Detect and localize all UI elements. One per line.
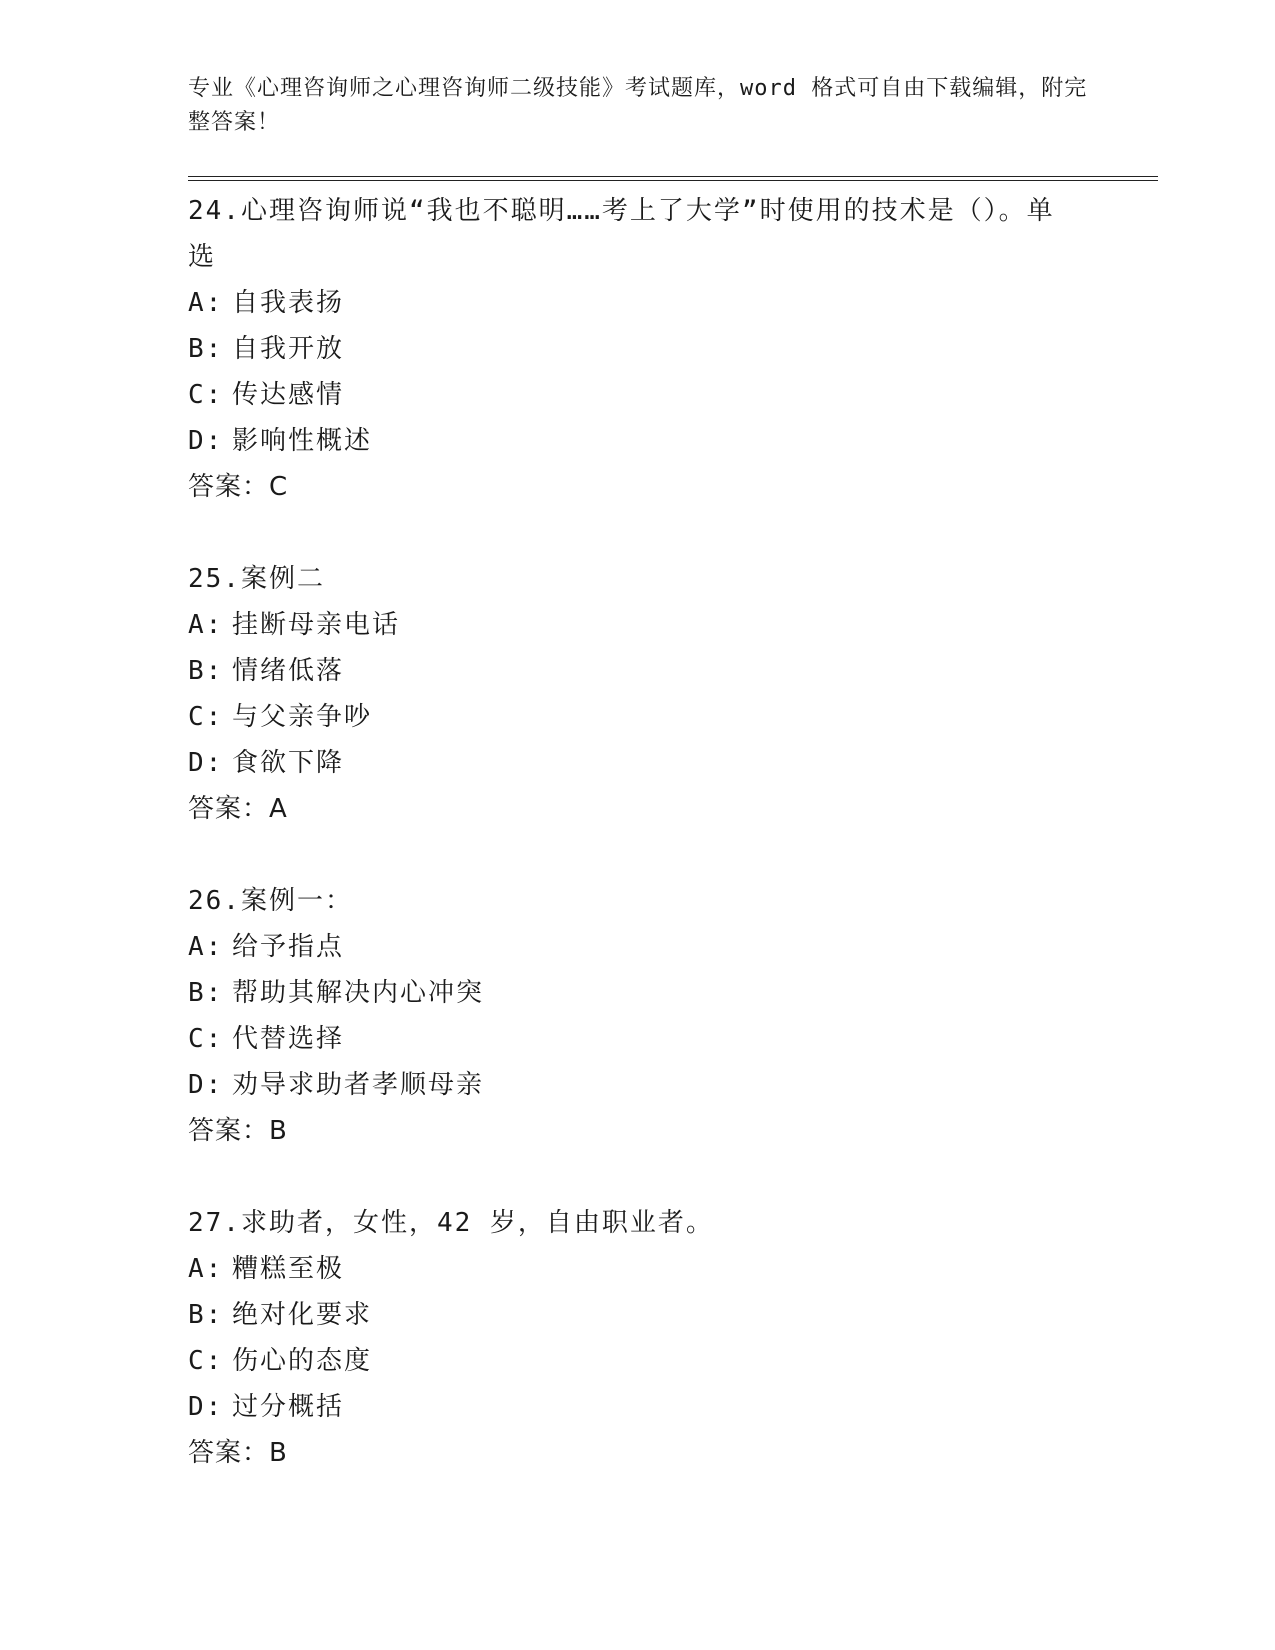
option-letter: D:: [188, 426, 224, 456]
option-text: 影响性概述: [232, 426, 373, 456]
option-c: [188, 694, 1158, 740]
answer-label: 答案：: [188, 1116, 270, 1146]
question-stem: [188, 556, 1068, 602]
option-d: [188, 1062, 1158, 1108]
option-letter: C:: [188, 1346, 224, 1376]
option-letter: B:: [188, 334, 224, 364]
option-text: 传达感情: [232, 380, 345, 410]
question-number: 27.: [188, 1208, 241, 1238]
question-stem: [188, 878, 1068, 924]
question-24: [188, 188, 1158, 510]
answer-value: B: [269, 1438, 288, 1468]
option-text: 与父亲争吵: [232, 702, 373, 732]
option-letter: D:: [188, 1070, 224, 1100]
option-letter: B:: [188, 978, 224, 1008]
option-text: 情绪低落: [232, 656, 345, 686]
answer-value: C: [269, 472, 289, 502]
option-text: 代替选择: [232, 1024, 345, 1054]
option-letter: D:: [188, 748, 224, 778]
option-d: [188, 418, 1158, 464]
option-text: 给予指点: [232, 932, 345, 962]
option-letter: B:: [188, 1300, 224, 1330]
option-text: 帮助其解决内心冲突: [232, 978, 485, 1008]
option-b: [188, 1292, 1158, 1338]
question-text: 求助者，女性，42 岁，自由职业者。: [240, 1208, 714, 1238]
option-text: 绝对化要求: [232, 1300, 373, 1330]
option-letter: A:: [188, 932, 224, 962]
option-text: 挂断母亲电话: [232, 610, 401, 640]
answer-line: [188, 1430, 1158, 1476]
option-letter: C:: [188, 380, 224, 410]
answer-label: 答案：: [188, 472, 270, 502]
question-list: [188, 188, 1158, 1476]
option-letter: B:: [188, 656, 224, 686]
question-number: 24.: [188, 196, 241, 226]
answer-value: B: [269, 1116, 288, 1146]
option-letter: A:: [188, 288, 224, 318]
answer-value: A: [269, 794, 288, 824]
question-text: 案例二: [240, 564, 325, 594]
question-number: 26.: [188, 886, 241, 916]
option-b: [188, 970, 1158, 1016]
option-text: 食欲下降: [232, 748, 345, 778]
question-stem: [188, 188, 1068, 280]
option-c: [188, 1016, 1158, 1062]
option-letter: C:: [188, 702, 224, 732]
option-b: [188, 326, 1158, 372]
question-25: [188, 556, 1158, 832]
option-text: 劝导求助者孝顺母亲: [232, 1070, 485, 1100]
option-d: [188, 1384, 1158, 1430]
option-c: [188, 1338, 1158, 1384]
answer-label: 答案：: [188, 794, 270, 824]
question-number: 25.: [188, 564, 241, 594]
answer-line: [188, 1108, 1158, 1154]
option-d: [188, 740, 1158, 786]
option-text: 自我开放: [232, 334, 345, 364]
question-stem: [188, 1200, 1068, 1246]
option-a: [188, 924, 1158, 970]
option-text: 伤心的态度: [232, 1346, 373, 1376]
document-header: 专业《心理咨询师之心理咨询师二级技能》考试题库，word 格式可自由下载编辑，附完整答案！: [188, 76, 1088, 135]
question-27: [188, 1200, 1158, 1476]
option-a: [188, 1246, 1158, 1292]
option-letter: C:: [188, 1024, 224, 1054]
question-26: [188, 878, 1158, 1154]
question-text: 心理咨询师说“我也不聪明……考上了大学”时使用的技术是（）。单选: [188, 196, 1055, 272]
option-letter: D:: [188, 1392, 224, 1422]
option-text: 自我表扬: [232, 288, 345, 318]
header-double-rule: [188, 176, 1158, 181]
option-letter: A:: [188, 610, 224, 640]
option-text: 糟糕至极: [232, 1254, 345, 1284]
option-a: [188, 602, 1158, 648]
answer-label: 答案：: [188, 1438, 270, 1468]
question-text: 案例一：: [240, 886, 353, 916]
answer-line: [188, 786, 1158, 832]
option-a: [188, 280, 1158, 326]
option-letter: A:: [188, 1254, 224, 1284]
option-b: [188, 648, 1158, 694]
option-text: 过分概括: [232, 1392, 345, 1422]
option-c: [188, 372, 1158, 418]
answer-line: [188, 464, 1158, 510]
